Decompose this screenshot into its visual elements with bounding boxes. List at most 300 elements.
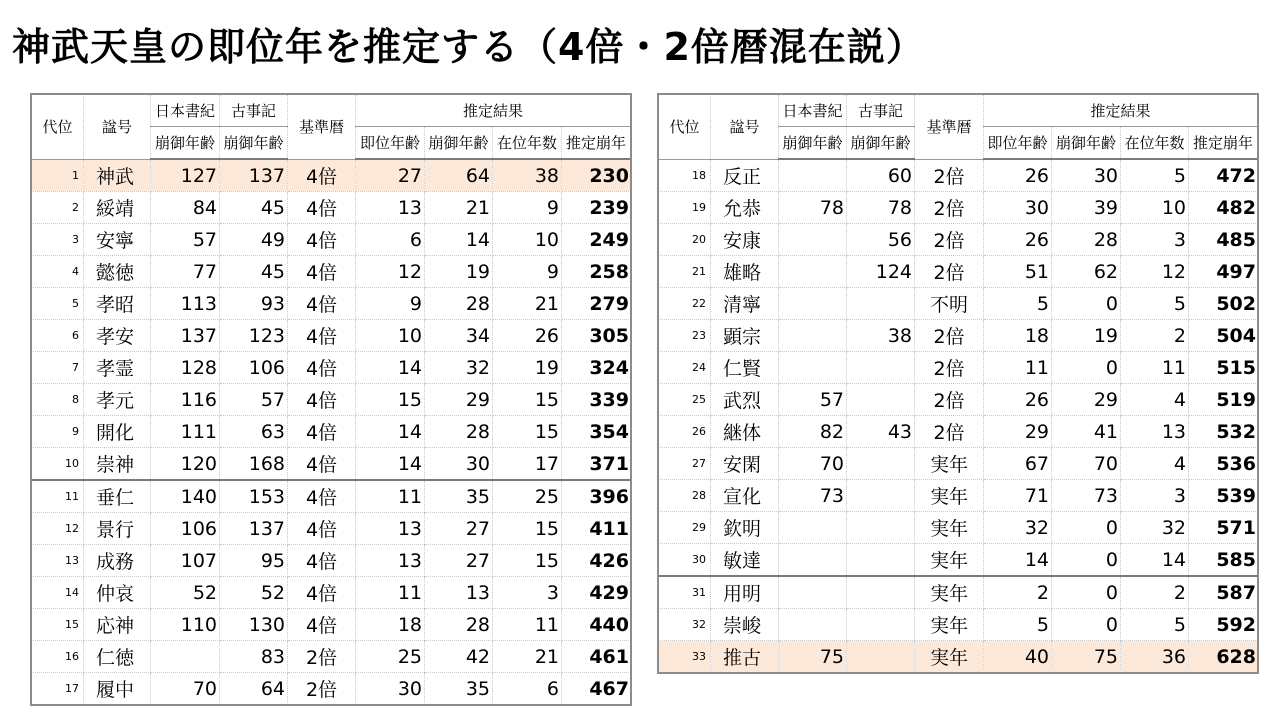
nihonshoki-death-age-cell: 82: [779, 416, 847, 448]
nihonshoki-death-age-cell: 106: [151, 513, 220, 545]
accession-age-cell: 18: [356, 609, 425, 641]
nihonshoki-death-age-cell: 111: [151, 416, 220, 448]
accession-age-cell: 13: [356, 545, 425, 577]
nihonshoki-death-age-cell: [779, 576, 847, 609]
table-row: [32, 545, 631, 577]
table-row: [32, 416, 631, 448]
estimated-death-year-cell: 440: [562, 609, 631, 641]
estimated-death-age-cell: 29: [1052, 384, 1121, 416]
row-number-cell: 30: [659, 544, 711, 577]
estimated-death-year-cell: 230: [562, 159, 631, 192]
table-row: [659, 288, 1258, 320]
reign-years-cell: 6: [493, 673, 562, 705]
estimated-death-age-cell: 39: [1052, 192, 1121, 224]
emperor-name-cell: 孝霊: [84, 352, 151, 384]
accession-age-cell: 67: [984, 448, 1052, 480]
col-header-nihon-death-age: 崩御年齢: [151, 127, 220, 160]
table-row: [659, 256, 1258, 288]
accession-age-cell: 9: [356, 288, 425, 320]
nihonshoki-death-age-cell: [779, 159, 847, 192]
nihonshoki-death-age-cell: [779, 320, 847, 352]
col-header-no: 代位: [32, 94, 84, 159]
estimated-death-year-cell: 258: [562, 256, 631, 288]
accession-age-cell: 11: [356, 480, 425, 513]
col-header-standard: 基準暦: [915, 94, 984, 159]
table-row: [659, 609, 1258, 641]
standard-calendar-cell: 実年: [915, 609, 984, 641]
kojiki-death-age-cell: 168: [220, 448, 288, 481]
nihonshoki-death-age-cell: 113: [151, 288, 220, 320]
kojiki-death-age-cell: [847, 576, 915, 609]
emperor-name-cell: 欽明: [711, 512, 779, 544]
accession-age-cell: 13: [356, 513, 425, 545]
row-number-cell: 14: [32, 577, 84, 609]
accession-age-cell: 26: [984, 224, 1052, 256]
estimated-death-year-cell: 324: [562, 352, 631, 384]
estimated-death-year-cell: 571: [1189, 512, 1258, 544]
col-header-kojiki-death-age: 崩御年齢: [220, 127, 288, 160]
nihonshoki-death-age-cell: 84: [151, 192, 220, 224]
estimated-death-age-cell: 70: [1052, 448, 1121, 480]
nihonshoki-death-age-cell: [779, 224, 847, 256]
accession-age-cell: 11: [356, 577, 425, 609]
row-number-cell: 22: [659, 288, 711, 320]
emperor-name-cell: 雄略: [711, 256, 779, 288]
reign-years-cell: 9: [493, 256, 562, 288]
row-number-cell: 32: [659, 609, 711, 641]
estimated-death-year-cell: 429: [562, 577, 631, 609]
reign-years-cell: 2: [1121, 320, 1189, 352]
standard-calendar-cell: 4倍: [288, 545, 356, 577]
accession-age-cell: 29: [984, 416, 1052, 448]
emperor-name-cell: 仲哀: [84, 577, 151, 609]
estimated-death-age-cell: 32: [425, 352, 493, 384]
estimated-death-age-cell: 21: [425, 192, 493, 224]
row-number-cell: 6: [32, 320, 84, 352]
estimated-death-year-cell: 532: [1189, 416, 1258, 448]
estimated-death-age-cell: 41: [1052, 416, 1121, 448]
nihonshoki-death-age-cell: 70: [151, 673, 220, 705]
col-header-accession-age: 即位年齢: [356, 127, 425, 160]
row-number-cell: 4: [32, 256, 84, 288]
row-number-cell: 18: [659, 159, 711, 192]
standard-calendar-cell: 2倍: [915, 256, 984, 288]
nihonshoki-death-age-cell: 52: [151, 577, 220, 609]
row-number-cell: 17: [32, 673, 84, 705]
estimated-death-year-cell: 497: [1189, 256, 1258, 288]
nihonshoki-death-age-cell: 120: [151, 448, 220, 481]
estimated-death-year-cell: 519: [1189, 384, 1258, 416]
kojiki-death-age-cell: [847, 544, 915, 577]
reign-years-cell: 13: [1121, 416, 1189, 448]
estimated-death-year-cell: 279: [562, 288, 631, 320]
reign-years-cell: 3: [1121, 480, 1189, 512]
reign-years-cell: 5: [1121, 159, 1189, 192]
kojiki-death-age-cell: 38: [847, 320, 915, 352]
emperor-name-cell: 仁徳: [84, 641, 151, 673]
accession-age-cell: 2: [984, 576, 1052, 609]
kojiki-death-age-cell: 124: [847, 256, 915, 288]
col-header-result-death-age: 崩御年齢: [425, 127, 493, 160]
table-row: [659, 448, 1258, 480]
row-number-cell: 21: [659, 256, 711, 288]
estimated-death-year-cell: 371: [562, 448, 631, 481]
accession-age-cell: 6: [356, 224, 425, 256]
estimated-death-age-cell: 34: [425, 320, 493, 352]
nihonshoki-death-age-cell: [779, 609, 847, 641]
kojiki-death-age-cell: [847, 641, 915, 673]
nihonshoki-death-age-cell: [779, 544, 847, 577]
reign-years-cell: 4: [1121, 448, 1189, 480]
accession-age-cell: 26: [984, 159, 1052, 192]
kojiki-death-age-cell: [847, 512, 915, 544]
estimated-death-year-cell: 482: [1189, 192, 1258, 224]
row-number-cell: 19: [659, 192, 711, 224]
row-number-cell: 12: [32, 513, 84, 545]
kojiki-death-age-cell: 153: [220, 480, 288, 513]
standard-calendar-cell: 4倍: [288, 159, 356, 192]
standard-calendar-cell: 4倍: [288, 352, 356, 384]
row-number-cell: 25: [659, 384, 711, 416]
table-row: [659, 320, 1258, 352]
table-row: [659, 416, 1258, 448]
nihonshoki-death-age-cell: [779, 256, 847, 288]
estimated-death-age-cell: 0: [1052, 352, 1121, 384]
estimated-death-year-cell: 305: [562, 320, 631, 352]
standard-calendar-cell: 2倍: [915, 384, 984, 416]
table-row: [32, 288, 631, 320]
standard-calendar-cell: 2倍: [915, 352, 984, 384]
col-header-name: 諡号: [84, 94, 151, 159]
estimated-death-year-cell: 249: [562, 224, 631, 256]
nihonshoki-death-age-cell: [779, 288, 847, 320]
estimated-death-age-cell: 0: [1052, 512, 1121, 544]
estimated-death-year-cell: 339: [562, 384, 631, 416]
estimated-death-age-cell: 64: [425, 159, 493, 192]
estimated-death-year-cell: 411: [562, 513, 631, 545]
col-header-result-death-age: 崩御年齢: [1052, 127, 1121, 160]
nihonshoki-death-age-cell: 57: [779, 384, 847, 416]
row-number-cell: 9: [32, 416, 84, 448]
row-number-cell: 2: [32, 192, 84, 224]
accession-age-cell: 14: [356, 448, 425, 481]
emperor-table-left: [31, 94, 631, 705]
kojiki-death-age-cell: [847, 609, 915, 641]
table-row: [32, 256, 631, 288]
emperor-name-cell: 清寧: [711, 288, 779, 320]
emperor-name-cell: 懿徳: [84, 256, 151, 288]
table-row: [32, 609, 631, 641]
accession-age-cell: 5: [984, 609, 1052, 641]
accession-age-cell: 25: [356, 641, 425, 673]
emperor-name-cell: 孝昭: [84, 288, 151, 320]
kojiki-death-age-cell: 45: [220, 256, 288, 288]
standard-calendar-cell: 2倍: [288, 673, 356, 705]
estimated-death-age-cell: 13: [425, 577, 493, 609]
row-number-cell: 27: [659, 448, 711, 480]
standard-calendar-cell: 実年: [915, 576, 984, 609]
row-number-cell: 15: [32, 609, 84, 641]
accession-age-cell: 14: [356, 352, 425, 384]
row-number-cell: 26: [659, 416, 711, 448]
standard-calendar-cell: 4倍: [288, 416, 356, 448]
accession-age-cell: 18: [984, 320, 1052, 352]
accession-age-cell: 10: [356, 320, 425, 352]
nihonshoki-death-age-cell: [151, 641, 220, 673]
accession-age-cell: 14: [984, 544, 1052, 577]
emperor-name-cell: 安康: [711, 224, 779, 256]
table-row: [659, 480, 1258, 512]
col-header-nihonshoki: 日本書紀: [779, 94, 847, 127]
reign-years-cell: 3: [493, 577, 562, 609]
emperor-name-cell: 孝安: [84, 320, 151, 352]
nihonshoki-death-age-cell: 127: [151, 159, 220, 192]
table-row: [32, 480, 631, 513]
kojiki-death-age-cell: 45: [220, 192, 288, 224]
accession-age-cell: 30: [356, 673, 425, 705]
accession-age-cell: 5: [984, 288, 1052, 320]
reign-years-cell: 38: [493, 159, 562, 192]
table-row: [32, 352, 631, 384]
table-row: [32, 673, 631, 705]
nihonshoki-death-age-cell: [779, 352, 847, 384]
kojiki-death-age-cell: [847, 288, 915, 320]
emperor-name-cell: 顕宗: [711, 320, 779, 352]
table-row: [659, 641, 1258, 673]
accession-age-cell: 15: [356, 384, 425, 416]
col-header-no: 代位: [659, 94, 711, 159]
estimated-death-age-cell: 27: [425, 545, 493, 577]
nihonshoki-death-age-cell: 107: [151, 545, 220, 577]
kojiki-death-age-cell: [847, 384, 915, 416]
nihonshoki-death-age-cell: 57: [151, 224, 220, 256]
col-header-death-year: 推定崩年: [1189, 127, 1258, 160]
page-title: 神武天皇の即位年を推定する（4倍・2倍暦混在説）: [12, 25, 925, 69]
reign-years-cell: 11: [1121, 352, 1189, 384]
reign-years-cell: 5: [1121, 288, 1189, 320]
reign-years-cell: 26: [493, 320, 562, 352]
kojiki-death-age-cell: 43: [847, 416, 915, 448]
emperor-name-cell: 崇神: [84, 448, 151, 481]
col-header-reign-years: 在位年数: [493, 127, 562, 160]
emperor-name-cell: 武烈: [711, 384, 779, 416]
table-row: [659, 384, 1258, 416]
nihonshoki-death-age-cell: [779, 512, 847, 544]
row-number-cell: 31: [659, 576, 711, 609]
standard-calendar-cell: 不明: [915, 288, 984, 320]
row-number-cell: 10: [32, 448, 84, 481]
standard-calendar-cell: 2倍: [915, 159, 984, 192]
kojiki-death-age-cell: 60: [847, 159, 915, 192]
row-number-cell: 24: [659, 352, 711, 384]
standard-calendar-cell: 実年: [915, 448, 984, 480]
emperor-name-cell: 用明: [711, 576, 779, 609]
kojiki-death-age-cell: 57: [220, 384, 288, 416]
kojiki-death-age-cell: 63: [220, 416, 288, 448]
reign-years-cell: 21: [493, 641, 562, 673]
standard-calendar-cell: 4倍: [288, 384, 356, 416]
nihonshoki-death-age-cell: 78: [779, 192, 847, 224]
estimated-death-age-cell: 28: [425, 609, 493, 641]
emperor-name-cell: 安寧: [84, 224, 151, 256]
row-number-cell: 8: [32, 384, 84, 416]
standard-calendar-cell: 4倍: [288, 320, 356, 352]
standard-calendar-cell: 4倍: [288, 288, 356, 320]
col-header-accession-age: 即位年齢: [984, 127, 1052, 160]
estimated-death-age-cell: 14: [425, 224, 493, 256]
table-row: [659, 192, 1258, 224]
estimated-death-age-cell: 73: [1052, 480, 1121, 512]
emperor-name-cell: 宣化: [711, 480, 779, 512]
col-header-reign-years: 在位年数: [1121, 127, 1189, 160]
col-header-kojiki: 古事記: [220, 94, 288, 127]
reign-years-cell: 10: [493, 224, 562, 256]
kojiki-death-age-cell: 49: [220, 224, 288, 256]
estimated-death-age-cell: 30: [425, 448, 493, 481]
estimated-death-year-cell: 396: [562, 480, 631, 513]
emperor-name-cell: 神武: [84, 159, 151, 192]
nihonshoki-death-age-cell: 110: [151, 609, 220, 641]
standard-calendar-cell: 実年: [915, 480, 984, 512]
standard-calendar-cell: 2倍: [915, 320, 984, 352]
estimated-death-year-cell: 467: [562, 673, 631, 705]
emperor-name-cell: 成務: [84, 545, 151, 577]
estimated-death-year-cell: 592: [1189, 609, 1258, 641]
estimated-death-age-cell: 0: [1052, 609, 1121, 641]
col-header-result: 推定結果: [984, 94, 1258, 127]
reign-years-cell: 10: [1121, 192, 1189, 224]
row-number-cell: 1: [32, 159, 84, 192]
reign-years-cell: 3: [1121, 224, 1189, 256]
estimated-death-year-cell: 587: [1189, 576, 1258, 609]
kojiki-death-age-cell: 93: [220, 288, 288, 320]
accession-age-cell: 13: [356, 192, 425, 224]
nihonshoki-death-age-cell: 73: [779, 480, 847, 512]
standard-calendar-cell: 4倍: [288, 192, 356, 224]
kojiki-death-age-cell: 123: [220, 320, 288, 352]
table-row: [32, 448, 631, 481]
kojiki-death-age-cell: [847, 448, 915, 480]
estimated-death-age-cell: 62: [1052, 256, 1121, 288]
emperor-name-cell: 仁賢: [711, 352, 779, 384]
estimated-death-age-cell: 42: [425, 641, 493, 673]
estimated-death-year-cell: 239: [562, 192, 631, 224]
estimated-death-year-cell: 461: [562, 641, 631, 673]
accession-age-cell: 51: [984, 256, 1052, 288]
nihonshoki-death-age-cell: 140: [151, 480, 220, 513]
reign-years-cell: 9: [493, 192, 562, 224]
standard-calendar-cell: 4倍: [288, 224, 356, 256]
emperor-name-cell: 敏達: [711, 544, 779, 577]
kojiki-death-age-cell: 137: [220, 159, 288, 192]
row-number-cell: 13: [32, 545, 84, 577]
table-row: [659, 224, 1258, 256]
emperor-name-cell: 推古: [711, 641, 779, 673]
estimated-death-year-cell: 536: [1189, 448, 1258, 480]
reign-years-cell: 14: [1121, 544, 1189, 577]
estimated-death-age-cell: 28: [1052, 224, 1121, 256]
accession-age-cell: 71: [984, 480, 1052, 512]
accession-age-cell: 12: [356, 256, 425, 288]
accession-age-cell: 30: [984, 192, 1052, 224]
reign-years-cell: 12: [1121, 256, 1189, 288]
kojiki-death-age-cell: 130: [220, 609, 288, 641]
estimated-death-age-cell: 19: [1052, 320, 1121, 352]
col-header-nihon-death-age: 崩御年齢: [779, 127, 847, 160]
emperor-name-cell: 崇峻: [711, 609, 779, 641]
row-number-cell: 33: [659, 641, 711, 673]
reign-years-cell: 5: [1121, 609, 1189, 641]
table-row: [32, 513, 631, 545]
kojiki-death-age-cell: 137: [220, 513, 288, 545]
estimated-death-year-cell: 472: [1189, 159, 1258, 192]
kojiki-death-age-cell: 56: [847, 224, 915, 256]
estimated-death-age-cell: 28: [425, 416, 493, 448]
reign-years-cell: 2: [1121, 576, 1189, 609]
standard-calendar-cell: 実年: [915, 641, 984, 673]
estimated-death-age-cell: 19: [425, 256, 493, 288]
kojiki-death-age-cell: 106: [220, 352, 288, 384]
emperor-name-cell: 孝元: [84, 384, 151, 416]
row-number-cell: 29: [659, 512, 711, 544]
standard-calendar-cell: 2倍: [915, 416, 984, 448]
estimated-death-year-cell: 504: [1189, 320, 1258, 352]
kojiki-death-age-cell: [847, 352, 915, 384]
nihonshoki-death-age-cell: 70: [779, 448, 847, 480]
estimated-death-year-cell: 539: [1189, 480, 1258, 512]
accession-age-cell: 14: [356, 416, 425, 448]
standard-calendar-cell: 2倍: [915, 192, 984, 224]
estimated-death-year-cell: 426: [562, 545, 631, 577]
kojiki-death-age-cell: 78: [847, 192, 915, 224]
table-row: [32, 224, 631, 256]
col-header-standard: 基準暦: [288, 94, 356, 159]
standard-calendar-cell: 4倍: [288, 256, 356, 288]
accession-age-cell: 32: [984, 512, 1052, 544]
emperor-name-cell: 垂仁: [84, 480, 151, 513]
row-number-cell: 20: [659, 224, 711, 256]
reign-years-cell: 19: [493, 352, 562, 384]
nihonshoki-death-age-cell: 75: [779, 641, 847, 673]
accession-age-cell: 27: [356, 159, 425, 192]
accession-age-cell: 26: [984, 384, 1052, 416]
reign-years-cell: 15: [493, 513, 562, 545]
table-row: [32, 577, 631, 609]
kojiki-death-age-cell: 83: [220, 641, 288, 673]
col-header-nihonshoki: 日本書紀: [151, 94, 220, 127]
emperor-name-cell: 履中: [84, 673, 151, 705]
estimated-death-age-cell: 0: [1052, 544, 1121, 577]
standard-calendar-cell: 4倍: [288, 480, 356, 513]
estimated-death-age-cell: 0: [1052, 576, 1121, 609]
estimated-death-age-cell: 75: [1052, 641, 1121, 673]
nihonshoki-death-age-cell: 128: [151, 352, 220, 384]
col-header-name: 諡号: [711, 94, 779, 159]
col-header-death-year: 推定崩年: [562, 127, 631, 160]
accession-age-cell: 11: [984, 352, 1052, 384]
kojiki-death-age-cell: [847, 480, 915, 512]
reign-years-cell: 32: [1121, 512, 1189, 544]
table-row: [32, 320, 631, 352]
emperor-name-cell: 開化: [84, 416, 151, 448]
reign-years-cell: 15: [493, 545, 562, 577]
row-number-cell: 28: [659, 480, 711, 512]
emperor-table-right: [658, 94, 1258, 673]
estimated-death-year-cell: 502: [1189, 288, 1258, 320]
emperor-name-cell: 応神: [84, 609, 151, 641]
standard-calendar-cell: 2倍: [288, 641, 356, 673]
nihonshoki-death-age-cell: 77: [151, 256, 220, 288]
